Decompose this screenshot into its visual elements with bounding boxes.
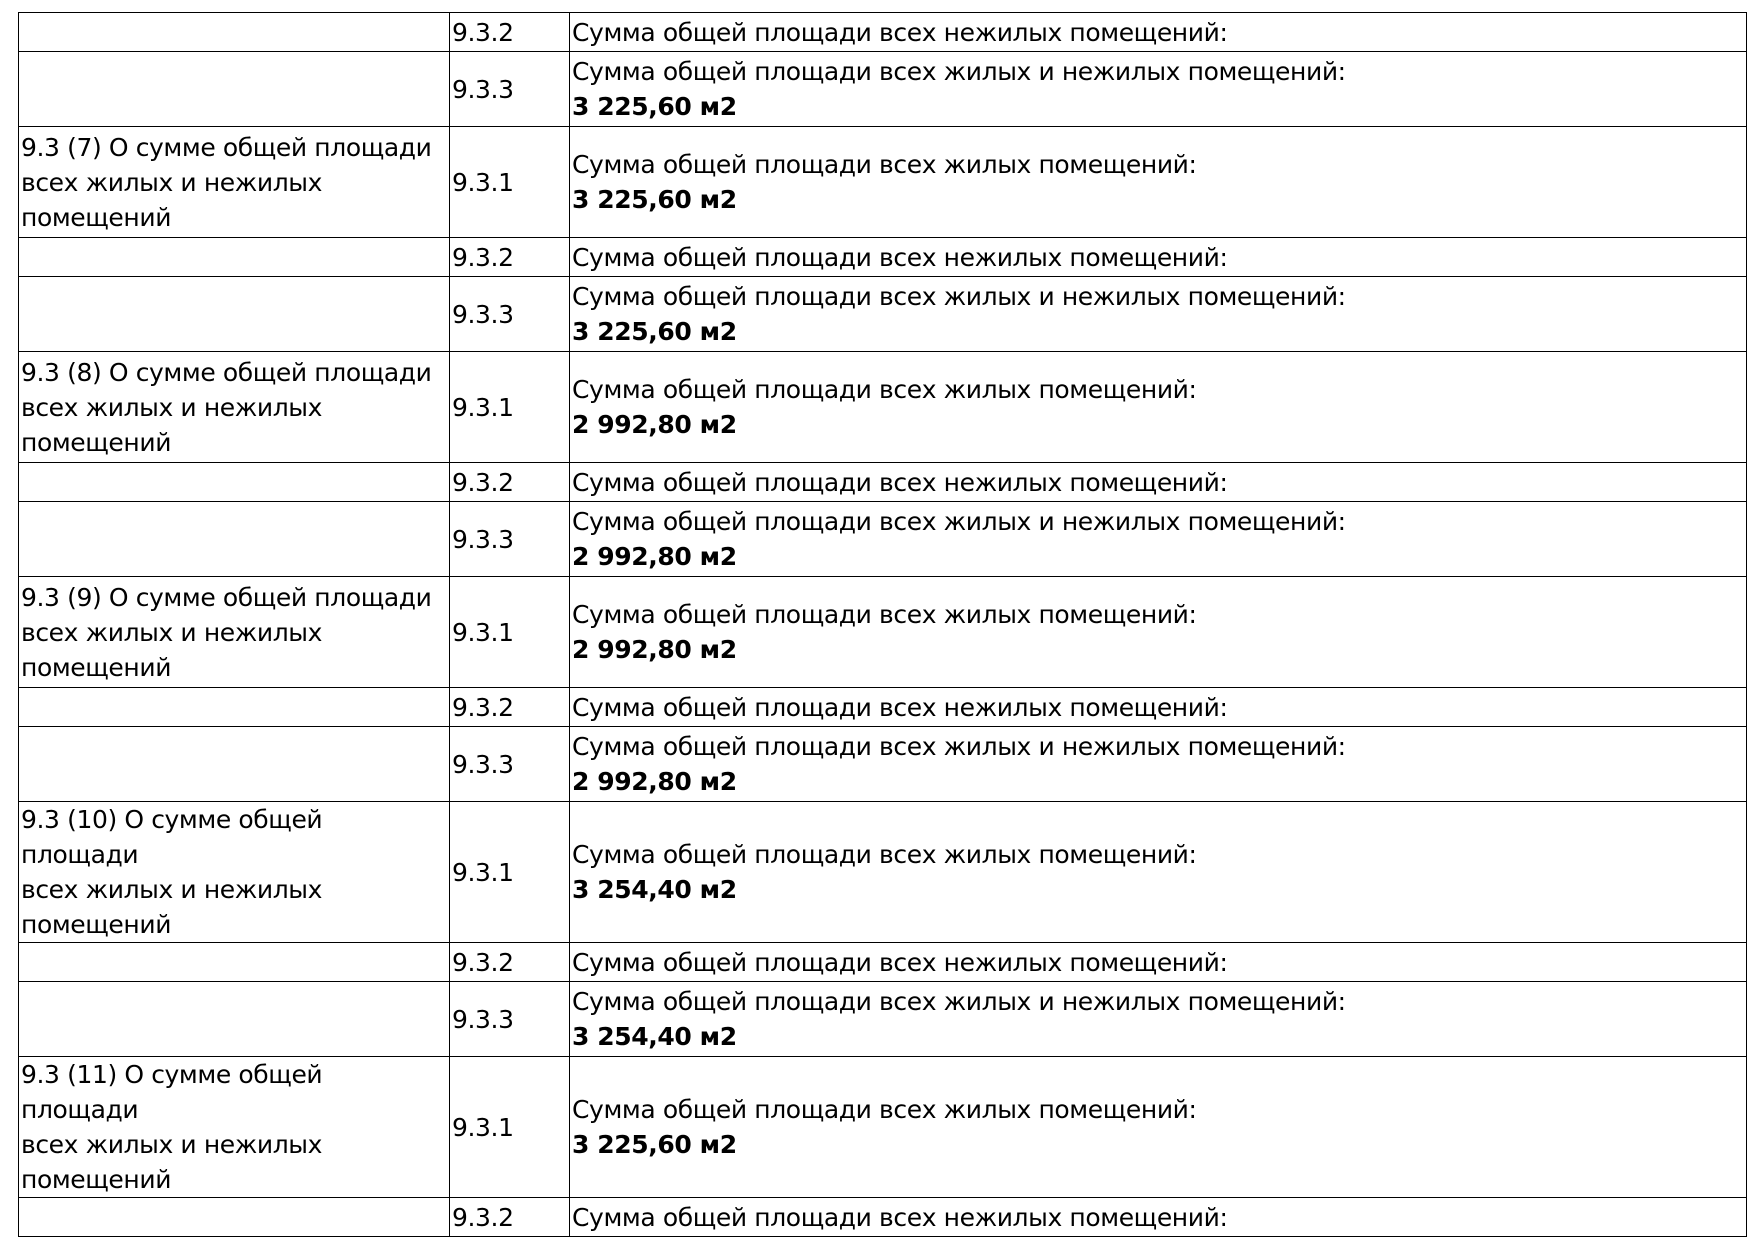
section-cell <box>19 127 450 238</box>
section-cell <box>19 1198 450 1237</box>
item-description-cell <box>570 52 1747 127</box>
item-code: 9.3.1 <box>452 167 514 197</box>
item-code-cell <box>450 238 570 277</box>
item-label: Сумма общей площади всех жилых помещений: <box>572 375 1197 404</box>
item-description-cell <box>570 502 1747 577</box>
item-code: 9.3.3 <box>452 74 514 104</box>
section-title-line: помещений <box>21 652 172 682</box>
section-cell <box>19 277 450 352</box>
table-row <box>19 1198 1747 1237</box>
item-code-cell <box>450 502 570 577</box>
item-label: Сумма общей площади всех нежилых помещений: <box>572 1202 1228 1232</box>
table-row <box>19 463 1747 502</box>
item-description-cell <box>570 127 1747 238</box>
item-label: Сумма общей площади всех жилых помещений: <box>572 600 1197 629</box>
item-code-cell <box>450 463 570 502</box>
section-cell <box>19 238 450 277</box>
item-label: Сумма общей площади всех нежилых помещений: <box>572 17 1228 47</box>
section-cell <box>19 802 450 943</box>
item-label: Сумма общей площади всех жилых и нежилых помещений: <box>572 732 1346 761</box>
table-row <box>19 1057 1747 1198</box>
section-title-line: помещений <box>21 427 172 457</box>
area-table <box>18 12 1747 1237</box>
section-title-line: помещений <box>21 202 172 232</box>
section-title-line: всех жилых и нежилых <box>21 617 323 647</box>
item-code: 9.3.3 <box>452 524 514 554</box>
item-description-cell <box>570 802 1747 943</box>
item-code-cell <box>450 727 570 802</box>
item-code-cell <box>450 13 570 52</box>
section-cell <box>19 352 450 463</box>
item-code-cell <box>450 802 570 943</box>
item-label: Сумма общей площади всех жилых и нежилых помещений: <box>572 282 1346 311</box>
section-cell <box>19 13 450 52</box>
area-value: 3 225,60 м2 <box>572 185 737 214</box>
table-row <box>19 352 1747 463</box>
table-row <box>19 943 1747 982</box>
item-code: 9.3.2 <box>452 242 514 272</box>
area-value: 2 992,80 м2 <box>572 542 737 571</box>
item-code: 9.3.2 <box>452 467 514 497</box>
item-description-cell <box>570 688 1747 727</box>
item-label: Сумма общей площади всех жилых и нежилых помещений: <box>572 987 1346 1016</box>
item-label: Сумма общей площади всех жилых и нежилых помещений: <box>572 507 1346 536</box>
item-code: 9.3.1 <box>452 617 514 647</box>
section-title-line: всех жилых и нежилых <box>21 875 323 904</box>
item-code-cell <box>450 127 570 238</box>
item-code: 9.3.3 <box>452 299 514 329</box>
section-cell <box>19 1057 450 1198</box>
item-label: Сумма общей площади всех нежилых помещений: <box>572 692 1228 722</box>
item-code-cell <box>450 688 570 727</box>
item-label: Сумма общей площади всех нежилых помещений: <box>572 242 1228 272</box>
section-cell <box>19 982 450 1057</box>
section-cell <box>19 943 450 982</box>
table-row <box>19 277 1747 352</box>
item-code-cell <box>450 577 570 688</box>
area-value: 3 254,40 м2 <box>572 1022 737 1051</box>
item-label: Сумма общей площади всех жилых и нежилых помещений: <box>572 57 1346 86</box>
section-cell <box>19 688 450 727</box>
item-description-cell <box>570 727 1747 802</box>
area-value: 2 992,80 м2 <box>572 635 737 664</box>
item-description-cell <box>570 277 1747 352</box>
table-row <box>19 502 1747 577</box>
area-value: 3 225,60 м2 <box>572 1130 737 1159</box>
section-cell <box>19 502 450 577</box>
section-cell <box>19 463 450 502</box>
item-code: 9.3.2 <box>452 1202 514 1232</box>
item-code: 9.3.3 <box>452 749 514 779</box>
item-label: Сумма общей площади всех жилых помещений: <box>572 840 1197 869</box>
item-label: Сумма общей площади всех нежилых помещений: <box>572 467 1228 497</box>
table-row <box>19 727 1747 802</box>
section-title-line: 9.3 (7) О сумме общей площади <box>21 132 432 162</box>
document-sheet <box>18 12 1746 1237</box>
item-code-cell <box>450 1198 570 1237</box>
item-code-cell <box>450 277 570 352</box>
item-description-cell <box>570 943 1747 982</box>
item-label: Сумма общей площади всех нежилых помещений: <box>572 947 1228 977</box>
section-title-line: 9.3 (9) О сумме общей площади <box>21 582 432 612</box>
section-title-line: 9.3 (10) О сумме общей площади <box>21 805 323 869</box>
item-description-cell <box>570 352 1747 463</box>
table-row <box>19 577 1747 688</box>
section-title-line: 9.3 (8) О сумме общей площади <box>21 357 432 387</box>
item-code: 9.3.2 <box>452 692 514 722</box>
item-code: 9.3.1 <box>452 1112 514 1142</box>
item-code: 9.3.1 <box>452 392 514 422</box>
section-title-line: помещений <box>21 1165 172 1194</box>
section-title-line: всех жилых и нежилых <box>21 1130 323 1159</box>
item-code: 9.3.2 <box>452 947 514 977</box>
table-row <box>19 238 1747 277</box>
table-row <box>19 13 1747 52</box>
item-code-cell <box>450 352 570 463</box>
section-title-line: всех жилых и нежилых <box>21 392 323 422</box>
table-row <box>19 127 1747 238</box>
area-value: 3 225,60 м2 <box>572 317 737 346</box>
section-cell <box>19 52 450 127</box>
item-description-cell <box>570 1057 1747 1198</box>
item-label: Сумма общей площади всех жилых помещений: <box>572 150 1197 179</box>
item-description-cell <box>570 982 1747 1057</box>
item-code: 9.3.2 <box>452 17 514 47</box>
area-table-body <box>19 13 1747 1237</box>
item-code-cell <box>450 52 570 127</box>
section-cell <box>19 577 450 688</box>
item-description-cell <box>570 238 1747 277</box>
item-code: 9.3.3 <box>452 1004 514 1034</box>
area-value: 2 992,80 м2 <box>572 410 737 439</box>
section-title-line: помещений <box>21 910 172 939</box>
item-description-cell <box>570 577 1747 688</box>
item-description-cell <box>570 13 1747 52</box>
item-description-cell <box>570 1198 1747 1237</box>
item-code: 9.3.1 <box>452 857 514 887</box>
table-row <box>19 802 1747 943</box>
section-title-line: всех жилых и нежилых <box>21 167 323 197</box>
area-value: 3 254,40 м2 <box>572 875 737 904</box>
item-code-cell <box>450 943 570 982</box>
section-cell <box>19 727 450 802</box>
table-row <box>19 982 1747 1057</box>
item-description-cell <box>570 463 1747 502</box>
item-code-cell <box>450 982 570 1057</box>
table-row <box>19 688 1747 727</box>
area-value: 3 225,60 м2 <box>572 92 737 121</box>
table-row <box>19 52 1747 127</box>
item-label: Сумма общей площади всех жилых помещений: <box>572 1095 1197 1124</box>
area-value: 2 992,80 м2 <box>572 767 737 796</box>
section-title-line: 9.3 (11) О сумме общей площади <box>21 1060 323 1124</box>
item-code-cell <box>450 1057 570 1198</box>
